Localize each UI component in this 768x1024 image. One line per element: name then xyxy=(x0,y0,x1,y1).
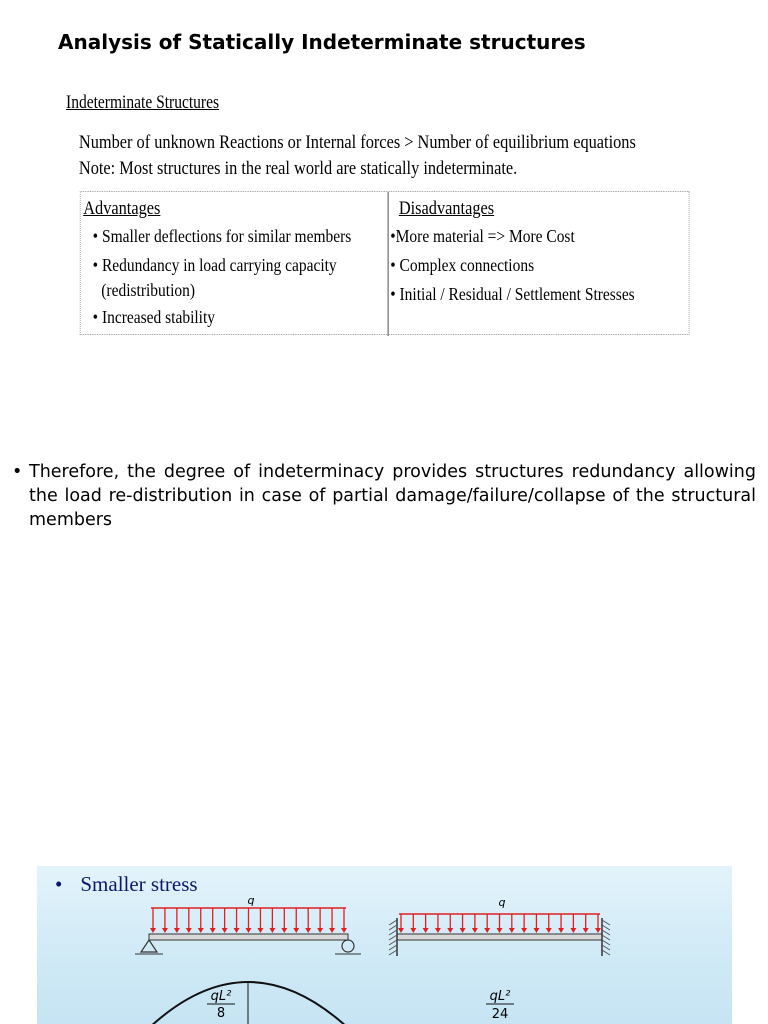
load-arrow-head xyxy=(281,928,287,933)
hatch-line xyxy=(602,950,610,955)
simply-supported-beam xyxy=(135,894,361,1024)
load-arrow-head xyxy=(210,928,216,933)
hatch-line xyxy=(602,935,610,940)
pin-support xyxy=(141,940,157,952)
beam-right xyxy=(397,934,602,940)
hatch-line xyxy=(602,945,610,950)
load-arrow-head xyxy=(186,928,192,933)
hatch-line xyxy=(389,925,397,930)
load-arrow-head xyxy=(558,928,564,933)
scanned-figure xyxy=(60,88,636,338)
load-arrow-head xyxy=(162,928,168,933)
beam-left xyxy=(149,934,348,940)
hatch-line xyxy=(602,940,610,945)
note-line: Note: Most structures in the real world are statically indeterminate. xyxy=(78,158,518,179)
bullet-text: Therefore, the degree of indeterminacy provides structures redundancy allowing the load re-distribution in case of partial damage/failure/collapse of the structural members xyxy=(29,462,756,530)
disadvantages-heading: Disadvantages xyxy=(398,198,495,219)
advantages-table xyxy=(80,191,690,335)
slide-bullet: • xyxy=(55,872,63,896)
disadvantage-item: • Initial / Residual / Settlement Stresses xyxy=(390,284,635,304)
advantage-item: • Increased stability xyxy=(92,307,216,327)
load-arrow-head xyxy=(546,928,552,933)
load-arrow-head xyxy=(257,928,263,933)
load-arrow-head xyxy=(472,928,478,933)
load-arrow-head xyxy=(447,928,453,933)
disadvantage-item: • Complex connections xyxy=(390,255,535,275)
load-arrow-head xyxy=(234,928,240,933)
roller-support xyxy=(342,940,354,952)
advantages-heading: Advantages xyxy=(83,198,161,219)
beam-diagrams xyxy=(37,866,732,1024)
table-divider xyxy=(388,192,389,336)
right-moment-den: 24 xyxy=(491,1007,509,1022)
right-load-label: q xyxy=(498,896,506,909)
load-arrow-head xyxy=(497,928,503,933)
left-moment-num: qL² xyxy=(210,989,232,1004)
load-arrow-head xyxy=(174,928,180,933)
definition-line: Number of unknown Reactions or Internal forces > Number of equilibrium equations xyxy=(78,132,636,153)
load-arrow-head xyxy=(329,928,335,933)
load-arrow-head xyxy=(293,928,299,933)
load-arrow-head xyxy=(533,928,539,933)
advantage-item: • Redundancy in load carrying capacity xyxy=(92,255,337,275)
load-arrow-head xyxy=(460,928,466,933)
hatch-line xyxy=(389,935,397,940)
fixed-fixed-beam xyxy=(389,896,610,1022)
bullet-paragraph xyxy=(12,460,756,532)
hatch-line xyxy=(602,930,610,935)
advantage-item: (redistribution) xyxy=(101,280,196,300)
hatch-line xyxy=(602,925,610,930)
load-arrows-left xyxy=(150,908,347,933)
load-arrow-head xyxy=(222,928,228,933)
smaller-stress-slide xyxy=(37,866,732,1024)
hatch-line xyxy=(389,930,397,935)
advantage-item: • Smaller deflections for similar members xyxy=(92,226,352,246)
load-arrow-head xyxy=(150,928,156,933)
load-arrow-head xyxy=(484,928,490,933)
left-moment-den: 8 xyxy=(216,1006,226,1021)
load-arrow-head xyxy=(341,928,347,933)
hatch-line xyxy=(389,950,397,955)
load-arrow-head xyxy=(198,928,204,933)
load-arrow-head xyxy=(317,928,323,933)
hatch-line xyxy=(389,920,397,925)
load-arrow-head xyxy=(435,928,441,933)
load-arrow-head xyxy=(269,928,275,933)
load-arrow-head xyxy=(570,928,576,933)
load-arrow-head xyxy=(423,928,429,933)
load-arrows-right xyxy=(398,914,601,933)
load-arrow-head xyxy=(521,928,527,933)
scan-heading: Indeterminate Structures xyxy=(66,92,220,113)
load-arrow-head xyxy=(305,928,311,933)
load-arrow-head xyxy=(410,928,416,933)
load-arrow-head xyxy=(595,928,601,933)
hatch-line xyxy=(602,920,610,925)
disadvantage-item: •More material => More Cost xyxy=(390,226,575,246)
left-load-label: q xyxy=(247,894,255,907)
load-arrow-head xyxy=(246,928,252,933)
slide-title-text: Smaller stress xyxy=(80,872,198,896)
bullet-dot: • xyxy=(12,462,23,482)
load-arrow-head xyxy=(398,928,404,933)
hatch-line xyxy=(389,940,397,945)
hatch-line xyxy=(389,945,397,950)
load-arrow-head xyxy=(509,928,515,933)
load-arrow-head xyxy=(583,928,589,933)
right-moment-num: qL² xyxy=(489,989,511,1004)
page-title: Analysis of Statically Indeterminate structures xyxy=(58,30,586,54)
